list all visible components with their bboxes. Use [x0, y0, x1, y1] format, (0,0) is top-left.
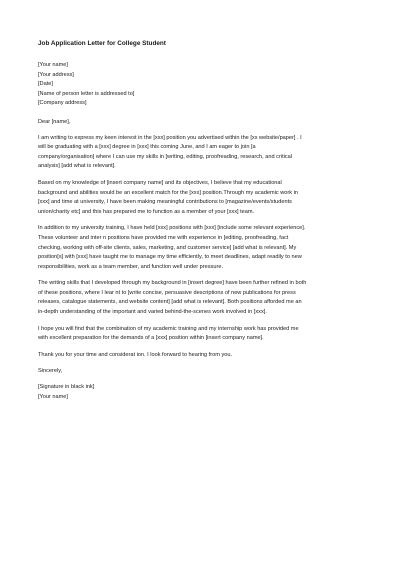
paragraph-line: These volunteer and inter n positions have provided me with experience in [editing, proofreading, fact — [38, 234, 289, 241]
paragraph-line: [xxx] and time at university, I have been making meaningful contributions to [magazine/events/students — [38, 199, 292, 206]
paragraph-line: In addition to my university training, I have held [xxx] positions with [xxx] [include some relevant experience]. — [38, 225, 306, 232]
paragraph-line: company/organisation] where I can use my skills in [writing, editing, proofreading, research, and critical — [38, 153, 293, 160]
paragraph-line: analysis] [add what is relevant]. — [38, 163, 116, 170]
paragraph-interest — [38, 134, 366, 172]
paragraph-line: checking, working with off-site clients, sales, marketing, and customer service] [add what is relevant]. My — [38, 244, 297, 251]
paragraph-line: in-depth understanding of the important and varied behind-the-scenes work involved in [xxx]. — [38, 309, 267, 316]
company-address: [Company address] — [38, 100, 87, 107]
sender-address: [Your address] — [38, 71, 74, 78]
paragraph-line: releases, catalogue statements, and website content] [add what is relevant]. Both positions afforded me an — [38, 299, 302, 306]
paragraph-line: Thank you for your time and considerat ion. I look forward to hearing from you. — [38, 351, 233, 358]
signature-name: [Your name] — [38, 393, 68, 400]
paragraph-line: background and abilities would be an excellent match for the [xxx] position.Through my academic work in — [38, 189, 298, 196]
signature-placeholder: [Signature in black ink] — [38, 384, 95, 391]
paragraph-line: position[s] with [xxx] have taught me to manage my time efficiently, to meet deadlines, adapt readily to new — [38, 254, 302, 261]
sender-block — [38, 61, 366, 109]
salutation: Dear [name], — [38, 118, 71, 125]
paragraph-line: with excellent preparation for the demands of a [xxx] position within [insert company name]. — [38, 335, 264, 342]
paragraph-combination — [38, 325, 366, 344]
sender-name: [Your name] — [38, 62, 68, 68]
paragraph-line: of these positions, where I lear nt to [write concise, persuasive descriptions of new publications for press — [38, 289, 296, 296]
paragraph-line: Based on my knowledge of [insert company name] and its objectives, I believe that my educational — [38, 179, 282, 186]
paragraph-line: I am writing to express my keen interest in the [xxx] position you advertised within the [xx website/paper] . I — [38, 134, 302, 141]
paragraph-background — [38, 179, 366, 217]
paragraph-line: will be graduating with a [xxx] degree in [xxx] this coming June, and I am eager to join [a — [38, 144, 256, 151]
paragraph-line: I hope you will find that the combination of my academic training and my internship work has provided me — [38, 325, 299, 332]
letter-date: [Date] — [38, 81, 53, 88]
closing: Sincerely, — [38, 368, 63, 375]
paragraph-line: The writing skills that I developed through my background in [insert degree] have been further refined in both — [38, 280, 307, 287]
signature-block — [38, 383, 366, 402]
paragraph-thanks — [38, 351, 366, 361]
letter-page — [38, 40, 366, 402]
paragraph-line: responsibilities, work as a team member, and function well under pressure. — [38, 263, 223, 270]
document-title: Job Application Letter for College Student — [38, 40, 166, 47]
paragraph-line: union/charity etc] and this has prepared me to function as a member of your [xxx] team. — [38, 208, 255, 215]
recipient-name: [Name of person letter is addressed to] — [38, 90, 135, 97]
paragraph-experience — [38, 224, 366, 272]
paragraph-writing-skills — [38, 279, 366, 317]
